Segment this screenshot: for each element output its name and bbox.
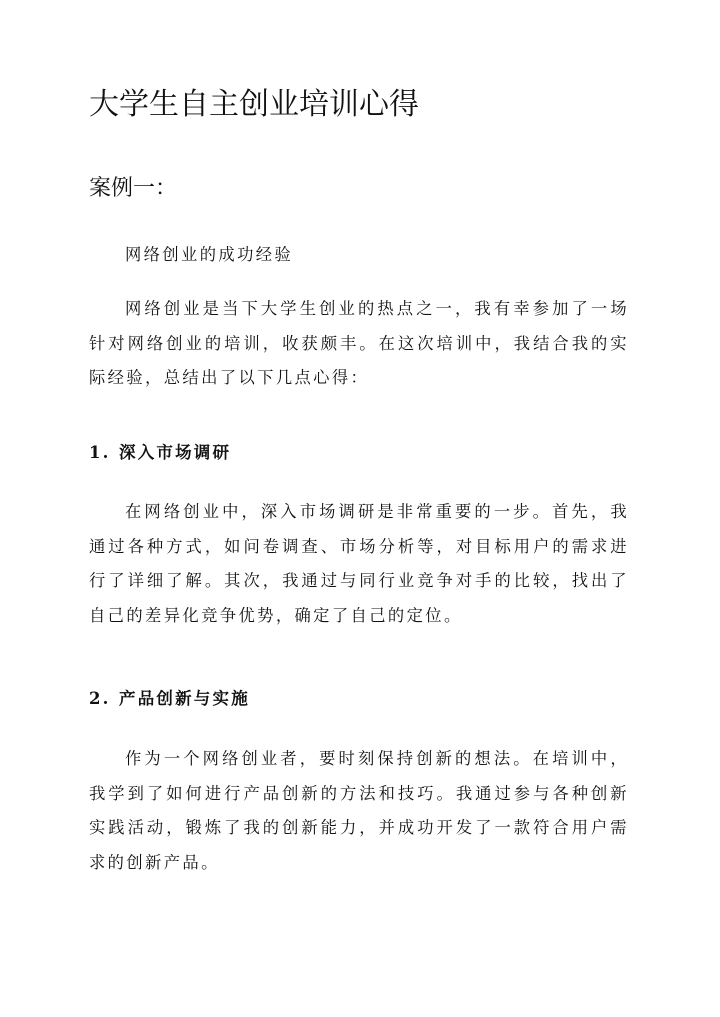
case-subtitle: 网络创业的成功经验 (125, 245, 294, 264)
intro-paragraph: 网络创业是当下大学生创业的热点之一，我有幸参加了一场针对网络创业的培训，收获颇丰。在这次培训中，我结合我的实际经验，总结出了以下几点心得： (89, 299, 629, 387)
document-title: 大学生自主创业培训心得 (89, 87, 419, 122)
section-body-2: 作为一个网络创业者，要时刻保持创新的想法。在培训中，我学到了如何进行产品创新的方法和技巧。我通过参与各种创新实践活动，锻炼了我的创新能力，并成功开发了一款符合用户需求的创新产品。 (89, 749, 629, 872)
section-number-2: 2. (89, 689, 111, 708)
section-title-2: 产品创新与实施 (119, 689, 250, 708)
case-heading: 案例一： (89, 176, 178, 201)
section-heading-2 (89, 684, 250, 714)
section-number-1: 1. (89, 443, 111, 462)
section-body-1: 在网络创业中，深入市场调研是非常重要的一步。首先，我通过各种方式，如问卷调查、市场分析等，对目标用户的需求进行了详细了解。其次，我通过与同行业竞争对手的比较，找出了自己的差异化竞争优势，确定了自己的定位。 (89, 502, 629, 625)
section-title-1: 深入市场调研 (119, 443, 232, 462)
section-heading-1 (89, 438, 231, 468)
